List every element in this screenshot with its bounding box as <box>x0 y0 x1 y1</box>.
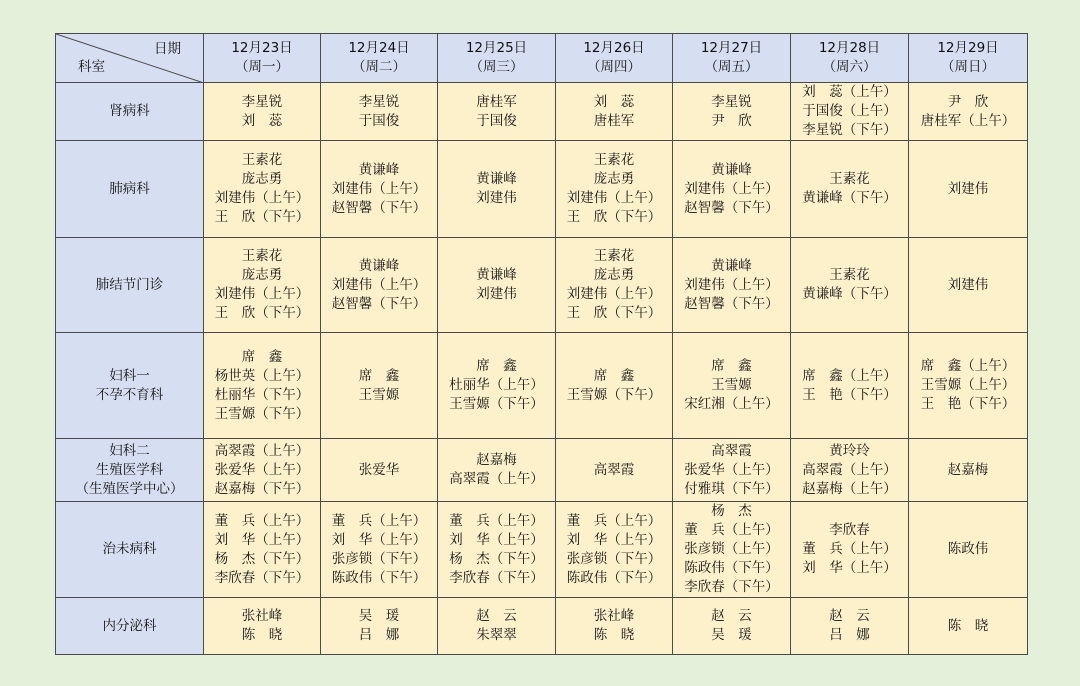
doctor-entry: 王雪嫄（下午） <box>566 386 662 403</box>
doctor-entry: 李星锐（下午） <box>802 122 897 138</box>
doctor-entry: 刘建伟 <box>947 180 989 197</box>
day-weekday: （周日） <box>941 59 995 75</box>
schedule-cell <box>321 238 438 333</box>
doctor-entry: 赵智馨（下午） <box>331 295 427 312</box>
doctor-entry: 赵智馨（下午） <box>684 199 779 216</box>
department-name: 肾病科 <box>109 103 150 119</box>
schedule-cell <box>673 238 791 333</box>
schedule-table <box>55 33 1028 655</box>
doctor-entry: 王 艳（下午） <box>802 386 897 403</box>
doctor-entry: 刘 蕊 <box>593 93 635 110</box>
doctor-entry: 于国俊（上午） <box>802 103 897 119</box>
doctor-entry: 王素花 <box>593 152 635 168</box>
doctor-entry: 张彦锁（上午） <box>684 541 779 557</box>
doctor-entry: 刘 华（上午） <box>331 531 427 548</box>
schedule-cell <box>673 83 791 141</box>
schedule-cell <box>791 439 909 502</box>
doctor-entry: 董 兵（上午） <box>802 541 897 557</box>
doctor-entry: 王素花 <box>241 248 283 264</box>
schedule-cell <box>673 502 791 598</box>
doctor-entry: 刘建伟（上午） <box>684 180 779 197</box>
day-header-2 <box>438 34 556 83</box>
department-name: 生殖医学科 <box>95 461 164 478</box>
doctor-entry: 陈政伟（下午） <box>566 569 662 586</box>
doctor-entry: 赵嘉梅 <box>476 452 517 468</box>
schedule-cell <box>556 141 673 238</box>
schedule-cell <box>321 83 438 141</box>
doctor-entry: 李星锐 <box>241 93 283 110</box>
department-cell <box>56 598 204 655</box>
doctor-entry: 刘建伟 <box>947 276 989 293</box>
doctor-entry: 王素花 <box>829 267 870 283</box>
doctor-entry: 刘建伟（上午） <box>214 286 310 302</box>
day-date: 12月26日 <box>583 40 645 56</box>
day-weekday: （周三） <box>469 59 524 75</box>
doctor-entry: 黄谦峰 <box>711 257 752 274</box>
department-cell <box>56 238 204 333</box>
schedule-cell <box>791 83 909 141</box>
doctor-entry: 王 艳（下午） <box>920 396 1016 412</box>
day-date: 12月23日 <box>231 40 293 56</box>
doctor-entry: 陈 晓 <box>241 627 283 643</box>
schedule-cell <box>791 598 909 655</box>
schedule-row <box>56 333 1028 439</box>
day-date: 12月24日 <box>348 40 410 56</box>
day-weekday: （周一） <box>235 59 289 75</box>
doctor-entry: 王 欣（下午） <box>214 209 310 225</box>
doctor-entry: 刘建伟（上午） <box>684 276 779 293</box>
doctor-entry: 席 鑫 <box>711 358 752 374</box>
schedule-cell <box>909 598 1028 655</box>
schedule-cell <box>438 333 556 439</box>
schedule-cell <box>204 83 321 141</box>
department-name: 肺结节门诊 <box>95 276 164 293</box>
schedule-cell <box>438 598 556 655</box>
schedule-row <box>56 439 1028 502</box>
schedule-cell <box>321 141 438 238</box>
doctor-entry: 黄谦峰 <box>358 257 400 274</box>
day-header-0 <box>204 34 321 83</box>
doctor-entry: 黄谦峰 <box>476 171 517 187</box>
day-header-6 <box>909 34 1028 83</box>
doctor-entry: 赵 云 <box>476 608 517 624</box>
department-cell <box>56 83 204 141</box>
schedule-cell <box>438 502 556 598</box>
doctor-entry: 刘建伟（上午） <box>331 180 427 197</box>
doctor-entry: 王雪嫄（下午） <box>449 396 544 412</box>
schedule-cell <box>791 502 909 598</box>
doctor-entry: 于国俊 <box>358 112 400 129</box>
doctor-entry: 杨 杰 <box>711 503 752 519</box>
doctor-entry: 赵 云 <box>829 608 870 624</box>
doctor-entry: 赵嘉梅（上午） <box>802 480 897 497</box>
schedule-cell <box>909 83 1028 141</box>
doctor-entry: 王雪嫄 <box>358 386 400 403</box>
schedule-cell <box>321 502 438 598</box>
day-weekday: （周二） <box>352 59 406 75</box>
doctor-entry: 刘建伟 <box>476 190 517 206</box>
day-header-5 <box>791 34 909 83</box>
doctor-entry: 杨 杰（下午） <box>449 550 544 567</box>
doctor-entry: 高翠霞（上午） <box>214 442 310 459</box>
day-header-1 <box>321 34 438 83</box>
doctor-entry: 席 鑫 <box>358 367 400 384</box>
doctor-entry: 刘建伟 <box>476 286 517 302</box>
doctor-entry: 陈 晓 <box>947 617 989 634</box>
doctor-entry: 庞志勇 <box>241 267 283 283</box>
doctor-entry: 刘 华（上午） <box>802 560 897 576</box>
doctor-entry: 张社峰 <box>241 608 283 624</box>
doctor-entry: 李星锐 <box>358 93 400 110</box>
department-name: 治未病科 <box>102 541 157 557</box>
schedule-cell <box>321 439 438 502</box>
doctor-entry: 庞志勇 <box>593 267 635 283</box>
doctor-entry: 董 兵（上午） <box>566 512 662 529</box>
day-date: 12月28日 <box>818 40 881 56</box>
day-date: 12月27日 <box>700 40 763 56</box>
schedule-row <box>56 502 1028 598</box>
doctor-entry: 王 欣（下午） <box>214 305 310 321</box>
schedule-body <box>56 83 1028 655</box>
doctor-entry: 席 鑫（上午） <box>802 367 897 384</box>
department-cell <box>56 502 204 598</box>
doctor-entry: 朱翠翠 <box>476 627 517 643</box>
department-cell <box>56 439 204 502</box>
doctor-entry: 杜丽华（上午） <box>449 377 544 393</box>
doctor-entry: 刘建伟（上午） <box>214 190 310 206</box>
doctor-entry: 董 兵（上午） <box>449 512 544 529</box>
schedule-cell <box>556 333 673 439</box>
schedule-row <box>56 141 1028 238</box>
doctor-entry: 李欣春 <box>829 522 870 538</box>
schedule-cell <box>791 141 909 238</box>
schedule-cell <box>673 439 791 502</box>
department-cell <box>56 333 204 439</box>
doctor-entry: 席 鑫（上午） <box>920 358 1016 374</box>
doctor-entry: 张社峰 <box>593 608 635 624</box>
doctor-entry: 席 鑫 <box>241 348 283 365</box>
doctor-entry: 王雪嫄（上午） <box>920 377 1016 393</box>
doctor-entry: 赵嘉梅 <box>947 461 989 478</box>
schedule-cell <box>909 141 1028 238</box>
doctor-entry: 李欣春（下午） <box>214 569 310 586</box>
department-name: 肺病科 <box>109 180 150 197</box>
doctor-entry: 王雪嫄 <box>711 377 752 393</box>
doctor-entry: 王 欣（下午） <box>566 305 662 321</box>
schedule-cell <box>204 238 321 333</box>
doctor-entry: 张爱华（上午） <box>684 461 779 478</box>
day-header-3 <box>556 34 673 83</box>
doctor-entry: 李欣春（下午） <box>684 579 779 595</box>
day-date: 12月29日 <box>937 40 999 56</box>
doctor-entry: 席 鑫 <box>476 358 517 374</box>
doctor-entry: 王素花 <box>241 152 283 168</box>
doctor-entry: 吕 娜 <box>829 627 870 643</box>
doctor-entry: 王 欣（下午） <box>566 209 662 225</box>
doctor-entry: 刘建伟（上午） <box>331 276 427 293</box>
doctor-entry: 吴 瑗 <box>358 608 400 624</box>
doctor-entry: 李星锐 <box>711 93 752 110</box>
doctor-entry: 张爱华 <box>358 461 400 478</box>
day-date: 12月25日 <box>465 40 528 56</box>
doctor-entry: 赵智馨（下午） <box>331 199 427 216</box>
doctor-entry: 董 兵（上午） <box>214 512 310 529</box>
department-cell <box>56 141 204 238</box>
schedule-cell <box>909 333 1028 439</box>
doctor-entry: 王雪嫄（下午） <box>214 405 310 422</box>
schedule-cell <box>909 439 1028 502</box>
doctor-entry: 赵智馨（下午） <box>684 295 779 312</box>
schedule-cell <box>204 598 321 655</box>
schedule-cell <box>204 333 321 439</box>
doctor-entry: 唐桂军（上午） <box>920 112 1016 129</box>
schedule-row <box>56 598 1028 655</box>
doctor-entry: 付雅琪（下午） <box>684 480 779 497</box>
doctor-entry: 赵 云 <box>711 608 752 624</box>
doctor-entry: 张彦锁（下午） <box>566 550 662 567</box>
schedule-cell <box>438 141 556 238</box>
doctor-entry: 刘 华（上午） <box>566 531 662 548</box>
doctor-entry: 宋红湘（上午） <box>684 396 779 412</box>
doctor-entry: 庞志勇 <box>593 171 635 187</box>
doctor-entry: 尹 欣 <box>711 112 752 129</box>
doctor-entry: 董 兵（上午） <box>331 512 427 529</box>
doctor-entry: 黄谦峰（下午） <box>802 190 897 206</box>
schedule-cell <box>438 238 556 333</box>
doctor-entry: 杨世英（上午） <box>214 367 310 384</box>
doctor-entry: 高翠霞（上午） <box>802 461 897 478</box>
department-name: 不孕不育科 <box>95 386 164 403</box>
doctor-entry: 张爱华（上午） <box>214 461 310 478</box>
schedule-cell <box>556 439 673 502</box>
schedule-cell <box>321 598 438 655</box>
header-row <box>56 34 1028 83</box>
schedule-cell <box>673 141 791 238</box>
doctor-entry: 刘建伟（上午） <box>566 286 662 302</box>
department-name: 妇科一 <box>109 367 150 384</box>
schedule-cell <box>673 333 791 439</box>
date-axis-label: 日期 <box>154 41 181 57</box>
day-header-4 <box>673 34 791 83</box>
doctor-entry: 刘 蕊 <box>241 112 283 129</box>
schedule-cell <box>556 83 673 141</box>
doctor-entry: 于国俊 <box>476 112 517 129</box>
schedule-cell <box>791 333 909 439</box>
schedule-cell <box>204 439 321 502</box>
doctor-entry: 刘 华（上午） <box>214 531 310 548</box>
department-name: 妇科二 <box>109 442 150 459</box>
doctor-entry: 高翠霞 <box>711 442 752 459</box>
department-axis-label: 科室 <box>78 59 105 75</box>
doctor-entry: 吕 娜 <box>358 627 400 643</box>
doctor-entry: 刘 华（上午） <box>449 531 544 548</box>
schedule-cell <box>556 502 673 598</box>
doctor-entry: 席 鑫 <box>593 367 635 384</box>
schedule-cell <box>204 502 321 598</box>
doctor-entry: 黄玲玲 <box>829 442 870 459</box>
doctor-entry: 杨 杰（下午） <box>214 550 310 567</box>
doctor-entry: 李欣春（下午） <box>449 569 544 586</box>
doctor-entry: 庞志勇 <box>241 171 283 187</box>
schedule-cell <box>673 598 791 655</box>
doctor-entry: 杜丽华（下午） <box>214 386 310 403</box>
doctor-entry: 吴 瑗 <box>711 627 752 643</box>
day-weekday: （周五） <box>704 59 759 75</box>
doctor-entry: 王素花 <box>829 171 870 187</box>
schedule-cell <box>438 83 556 141</box>
doctor-entry: 唐桂军 <box>476 93 517 110</box>
schedule-cell <box>204 141 321 238</box>
doctor-entry: 黄谦峰（下午） <box>802 286 897 302</box>
doctor-entry: 王素花 <box>593 248 635 264</box>
day-weekday: （周四） <box>587 59 641 75</box>
doctor-entry: 陈政伟（下午） <box>331 569 427 586</box>
doctor-entry: 陈 晓 <box>593 627 635 643</box>
schedule-cell <box>438 439 556 502</box>
corner-header-cell <box>56 34 204 83</box>
doctor-entry: 黄谦峰 <box>358 161 400 178</box>
doctor-entry: 高翠霞（上午） <box>449 471 544 487</box>
doctor-entry: 高翠霞 <box>593 461 635 478</box>
schedule-row <box>56 238 1028 333</box>
schedule-row <box>56 83 1028 141</box>
doctor-entry: 董 兵（上午） <box>684 522 779 538</box>
day-weekday: （周六） <box>822 59 877 75</box>
doctor-entry: 唐桂军 <box>593 112 635 129</box>
doctor-entry: 张彦锁（下午） <box>331 550 427 567</box>
schedule-cell <box>556 598 673 655</box>
doctor-entry: 陈政伟（下午） <box>684 560 779 576</box>
schedule-cell <box>556 238 673 333</box>
schedule-cell <box>909 238 1028 333</box>
schedule-cell <box>321 333 438 439</box>
doctor-entry: 赵嘉梅（下午） <box>214 480 310 497</box>
doctor-entry: 尹 欣 <box>947 93 989 110</box>
doctor-entry: 陈政伟 <box>947 541 989 557</box>
doctor-entry: 黄谦峰 <box>711 161 752 178</box>
schedule-cell <box>791 238 909 333</box>
schedule-cell <box>909 502 1028 598</box>
department-name: （生殖医学中心） <box>75 480 184 497</box>
doctor-entry: 刘 蕊（上午） <box>802 84 897 100</box>
schedule-wrapper <box>55 33 1027 655</box>
doctor-entry: 黄谦峰 <box>476 267 517 283</box>
doctor-entry: 刘建伟（上午） <box>566 190 662 206</box>
department-name: 内分泌科 <box>102 617 157 634</box>
